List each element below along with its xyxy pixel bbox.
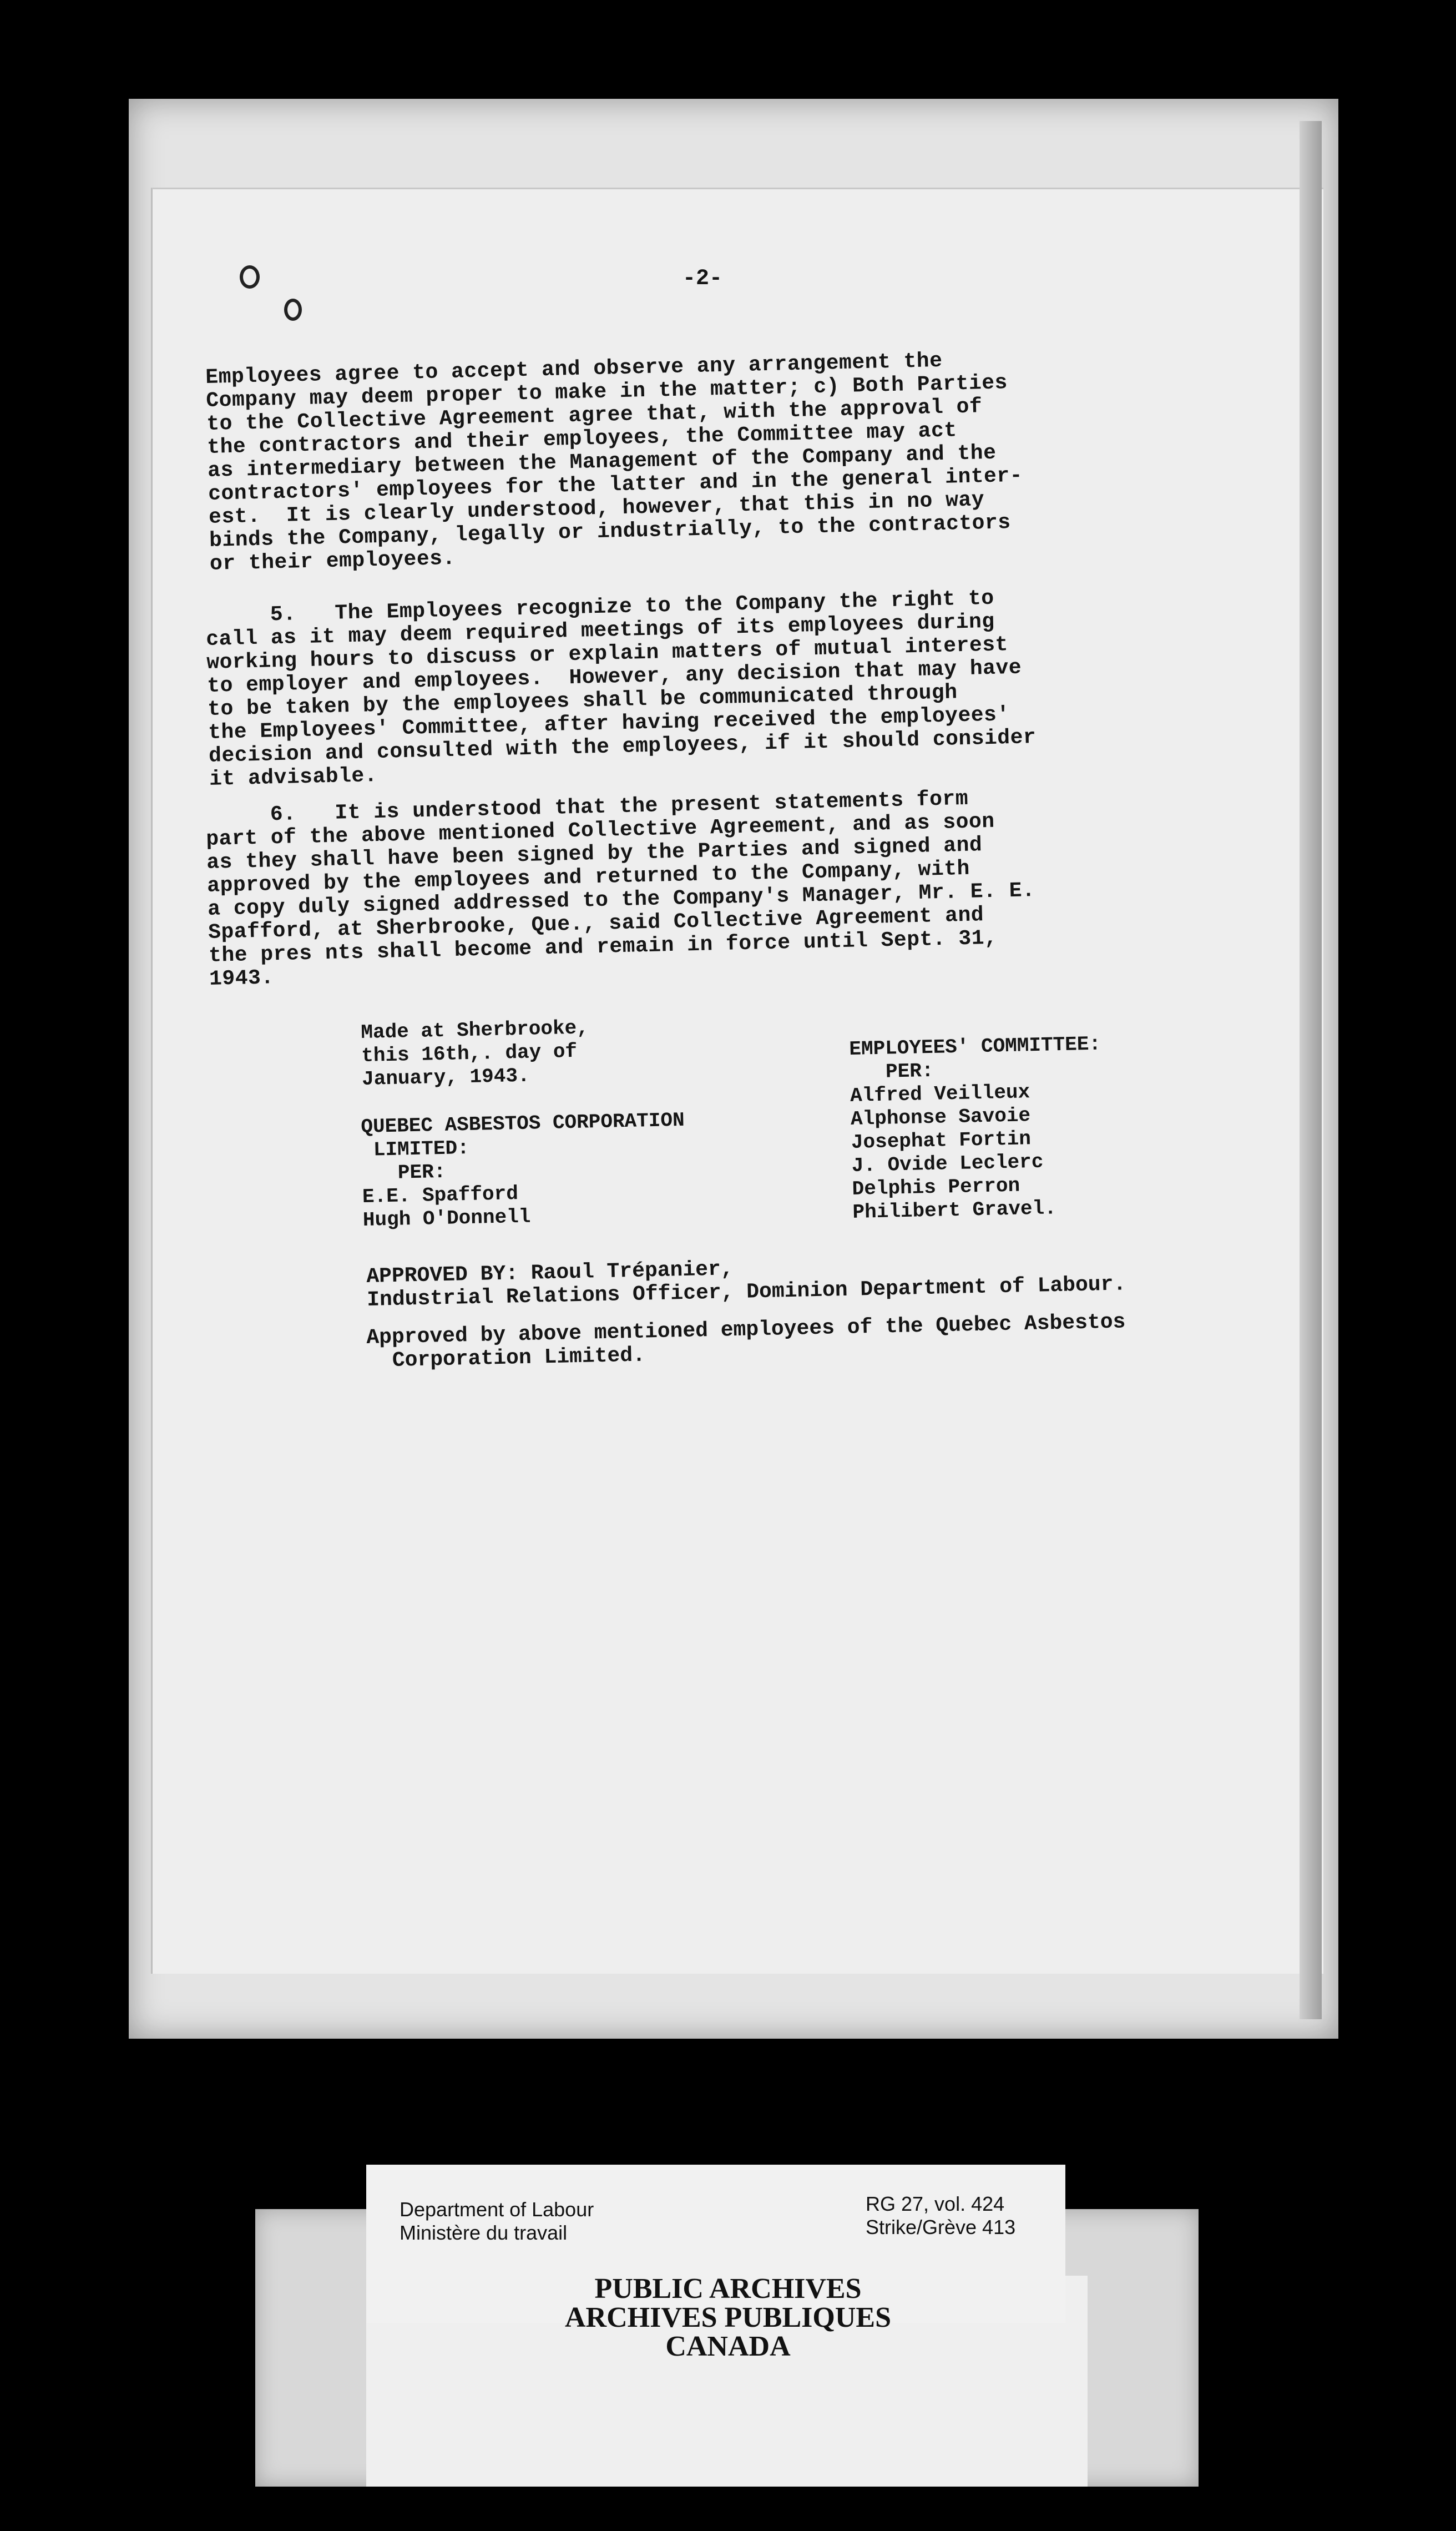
paragraph-6: 6. It is understood that the present statements form part of the above mentioned Collective Agreement, and as soon as they shall have been signed by the Parties and signed and approved by the employees and returned to the Company, with a copy duly signed addressed to the Company's Manager, Mr. E. E. Spafford, at Sherbrooke, Que., said Collective Agreement and the pres nts shall become and remain in force until Sept. 31, 1943. xyxy=(205,786,1035,991)
archives-title-fr: ARCHIVES PUBLIQUES xyxy=(564,2302,892,2333)
archives-country: CANADA xyxy=(665,2331,791,2362)
approved-by: APPROVED BY: Raoul Trépanier, Industrial Relations Officer, Dominion Department of Labour. xyxy=(366,1257,1126,1312)
paragraph-5: 5. The Employees recognize to the Company the right to call as it may deem required meetings of its employees during working hours to discuss or explain matters of mutual interest to employer and employees. However, any decision that may have to be taken by the employees shall be communicated through the Employees' Committee, after having received the employees' decision and consulted with the employees, if it should consider it advisable. xyxy=(205,586,1037,791)
punch-hole-mark xyxy=(284,299,302,321)
committee-signature-block: EMPLOYEES' COMMITTEE: PER: Alfred Veilleux Alphonse Savoie Josephat Fortin J. Ovide Leclerc Delphis Perron Philibert Gravel. xyxy=(849,1032,1101,1224)
punch-hole-mark xyxy=(240,265,260,289)
company-signature-block: QUEBEC ASBESTOS CORPORATION LIMITED: PER: E.E. Spafford Hugh O'Donnell xyxy=(361,1108,685,1232)
reference-number: RG 27, vol. 424 xyxy=(866,2192,1005,2215)
department-fr: Ministère du travail xyxy=(400,2221,568,2244)
made-at-block: Made at Sherbrooke, this 16th,. day of January, 1943. xyxy=(361,1016,589,1091)
approved-by-employees: Approved by above mentioned employees of the Quebec Asbestos Corporation Limited. xyxy=(366,1310,1126,1373)
page-number: -2- xyxy=(683,266,723,291)
department-en: Department of Labour xyxy=(400,2198,594,2221)
strike-number: Strike/Grève 413 xyxy=(866,2216,1016,2238)
page-edge xyxy=(1300,121,1322,2019)
archives-title-en: PUBLIC ARCHIVES xyxy=(594,2273,862,2305)
paragraph-intro: Employees agree to accept and observe any arrangement the Company may deem proper to make in the matter; c) Both Parties to the Collective Agreement agree that, with the approval of the contractors and their employees, the Committee may act as intermediary between the Management of the Company and the contractors' employees for the latter and in the general inter- est. It is clearly understood, however, that this in no way binds the Company, legally or industrially, to the contractors or their employees. xyxy=(205,349,1023,576)
